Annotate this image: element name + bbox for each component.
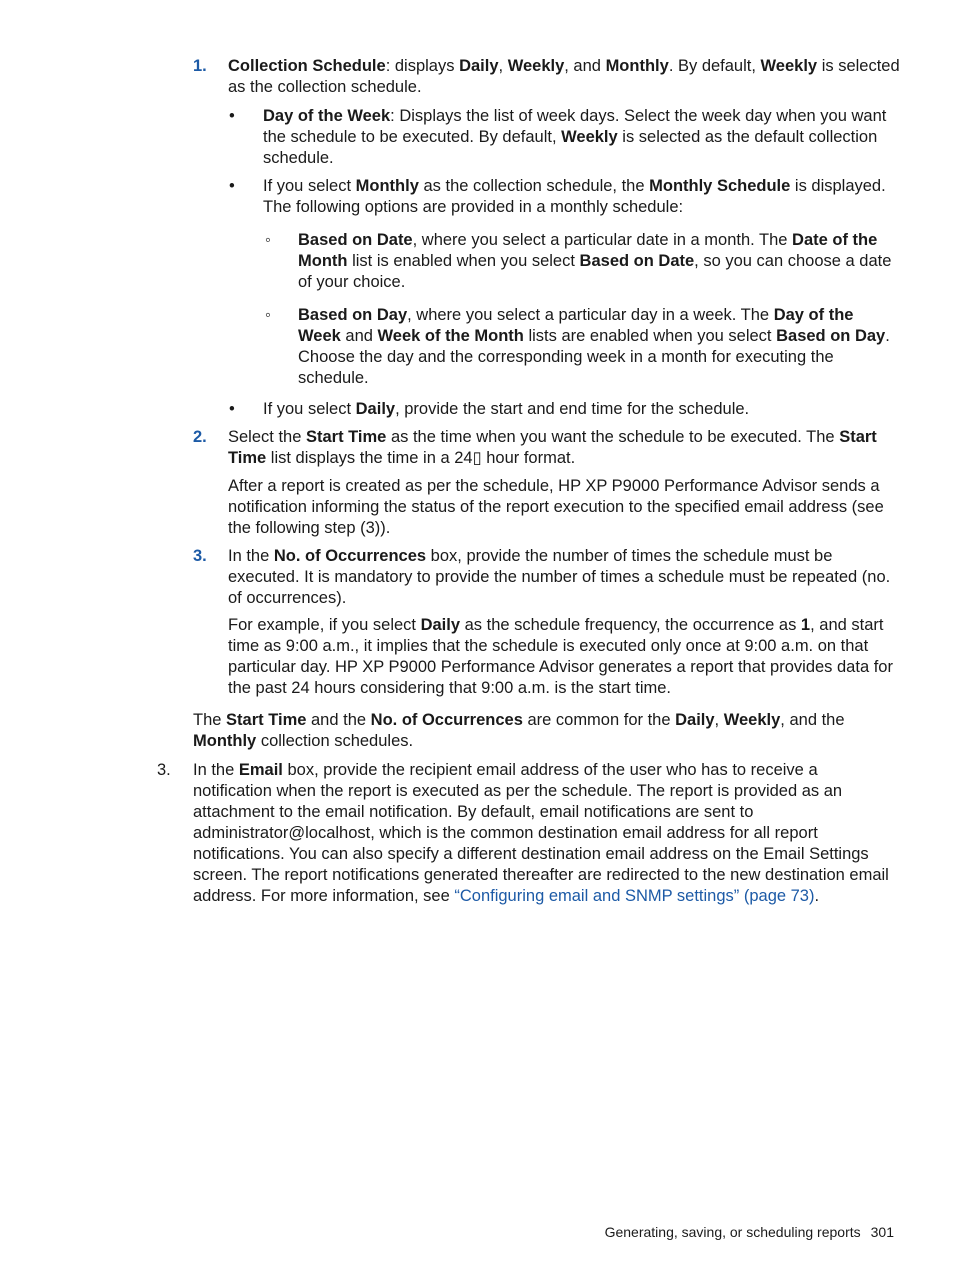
footer-title: Generating, saving, or scheduling reports [604, 1224, 861, 1240]
text: , [498, 57, 508, 75]
sub-based-on-date [298, 230, 900, 293]
bullet-icon: • [229, 107, 235, 125]
term: Daily [675, 711, 715, 729]
text: , [714, 711, 724, 729]
step-number: 1. [193, 57, 207, 75]
sub-bullet-icon: ◦ [265, 306, 271, 324]
text: If you select [263, 177, 356, 195]
text: : Displays the list of week days. Select the week day when you want the schedule to be executed. By default, [263, 107, 887, 146]
bullet-daily [263, 399, 900, 420]
page-footer [595, 1222, 894, 1243]
text: If you select [263, 400, 356, 418]
text: as the time when you want the schedule to be executed. The [386, 428, 840, 446]
text: list is enabled when you select [347, 252, 580, 270]
bullet-monthly [263, 176, 900, 218]
text: , and [564, 57, 606, 75]
email-settings-link[interactable]: “Configuring email and SNMP settings” (page 73) [454, 887, 815, 905]
text: are common for the [522, 711, 676, 729]
term: Email [238, 761, 283, 779]
term: Day of the Week [263, 107, 391, 125]
text: Select the [228, 428, 306, 446]
text: The [193, 711, 227, 729]
term: Collection Schedule [228, 57, 386, 75]
text: In the [193, 761, 239, 779]
term: Based on Date [579, 252, 695, 270]
term: Weekly [561, 128, 618, 146]
sub-based-on-day [298, 305, 900, 389]
text: list displays the time in a 24▯ hour format. [266, 449, 576, 467]
term: Start Time [228, 428, 877, 467]
text: . [814, 887, 820, 905]
term: Weekly [507, 57, 565, 75]
text: box, provide the number of times the schedule must be executed. It is mandatory to provide the number of times a schedule must be repeated (no. of occurrences). [228, 547, 891, 607]
text: : displays [385, 57, 460, 75]
text: . Choose the day and the corresponding week in a month for executing the schedule. [298, 327, 890, 387]
term: Monthly Schedule [649, 177, 791, 195]
step-occurrences [228, 546, 900, 609]
text: collection schedules. [256, 732, 414, 750]
step3-example [228, 615, 900, 699]
term: 1 [800, 616, 811, 634]
text: as the schedule frequency, the occurrence as [460, 616, 801, 634]
term: Date of the Month [298, 231, 878, 270]
text: is selected as the collection schedule. [228, 57, 900, 96]
term: Day of the Week [298, 306, 854, 345]
text: , provide the start and end time for the schedule. [395, 400, 750, 418]
term: Monthly [355, 177, 419, 195]
term: Weekly [760, 57, 818, 75]
outer-step-number: 3. [157, 761, 171, 779]
term: Daily [420, 616, 461, 634]
step-number: 3. [193, 547, 207, 565]
step-number: 2. [193, 428, 207, 446]
page-number: 301 [870, 1224, 894, 1240]
text: and the [306, 711, 371, 729]
term: Daily [459, 57, 499, 75]
step-collection-schedule [228, 56, 900, 98]
step-start-time [228, 427, 900, 469]
text: , and the [780, 711, 845, 729]
step2-note: After a report is created as per the schedule, HP XP P9000 Performance Advisor sends a notification informing the status of the report execution to the specified email address (see the following step (3)). [228, 477, 884, 537]
term: No. of Occurrences [273, 547, 427, 565]
text: , so you can choose a date of your choice. [298, 252, 892, 291]
text: In the [228, 547, 274, 565]
text: is displayed. The following options are provided in a monthly schedule: [263, 177, 886, 216]
text: , where you select a particular day in a week. The [407, 306, 774, 324]
text: as the collection schedule, the [418, 177, 650, 195]
term: Start Time [226, 711, 307, 729]
text: , where you select a particular date in a month. The [412, 231, 793, 249]
term: Daily [355, 400, 396, 418]
bullet-day-of-week [263, 106, 900, 169]
bullet-icon: • [229, 177, 235, 195]
term: Based on Date [298, 231, 413, 249]
text: . By default, [668, 57, 761, 75]
text: For example, if you select [228, 616, 421, 634]
term: No. of Occurrences [370, 711, 523, 729]
text: lists are enabled when you select [523, 327, 777, 345]
common-note [193, 710, 900, 752]
term: Week of the Month [377, 327, 524, 345]
text: , and start time as 9:00 a.m., it implies that the schedule is executed only once at 9:00 a.m. on that particular day. HP XP P9000 Performance Advisor generates a report that provides data for the past 24 hours considering that 9:00 a.m. is the start time. [228, 616, 893, 697]
text: is selected as the default collection schedule. [263, 128, 878, 167]
bullet-icon: • [229, 400, 235, 418]
step-email [193, 760, 900, 907]
text: and [340, 327, 378, 345]
term: Monthly [193, 732, 257, 750]
term: Weekly [723, 711, 781, 729]
term: Start Time [305, 428, 387, 446]
term: Based on Day [298, 306, 408, 324]
term: Based on Day [776, 327, 886, 345]
text: box, provide the recipient email address of the user who has to receive a notification when the report is executed as per the schedule. The report is provided as an attachment to the email notification. By default, email notifications are sent to administrator@localhost, which is the common destination email address for all report notifications. You can also specify a different destination email address on the Email Settings screen. The report notifications generated thereafter are redirected to the new destination email address. For more information, see [193, 761, 889, 905]
term: Monthly [605, 57, 669, 75]
sub-bullet-icon: ◦ [265, 231, 271, 249]
